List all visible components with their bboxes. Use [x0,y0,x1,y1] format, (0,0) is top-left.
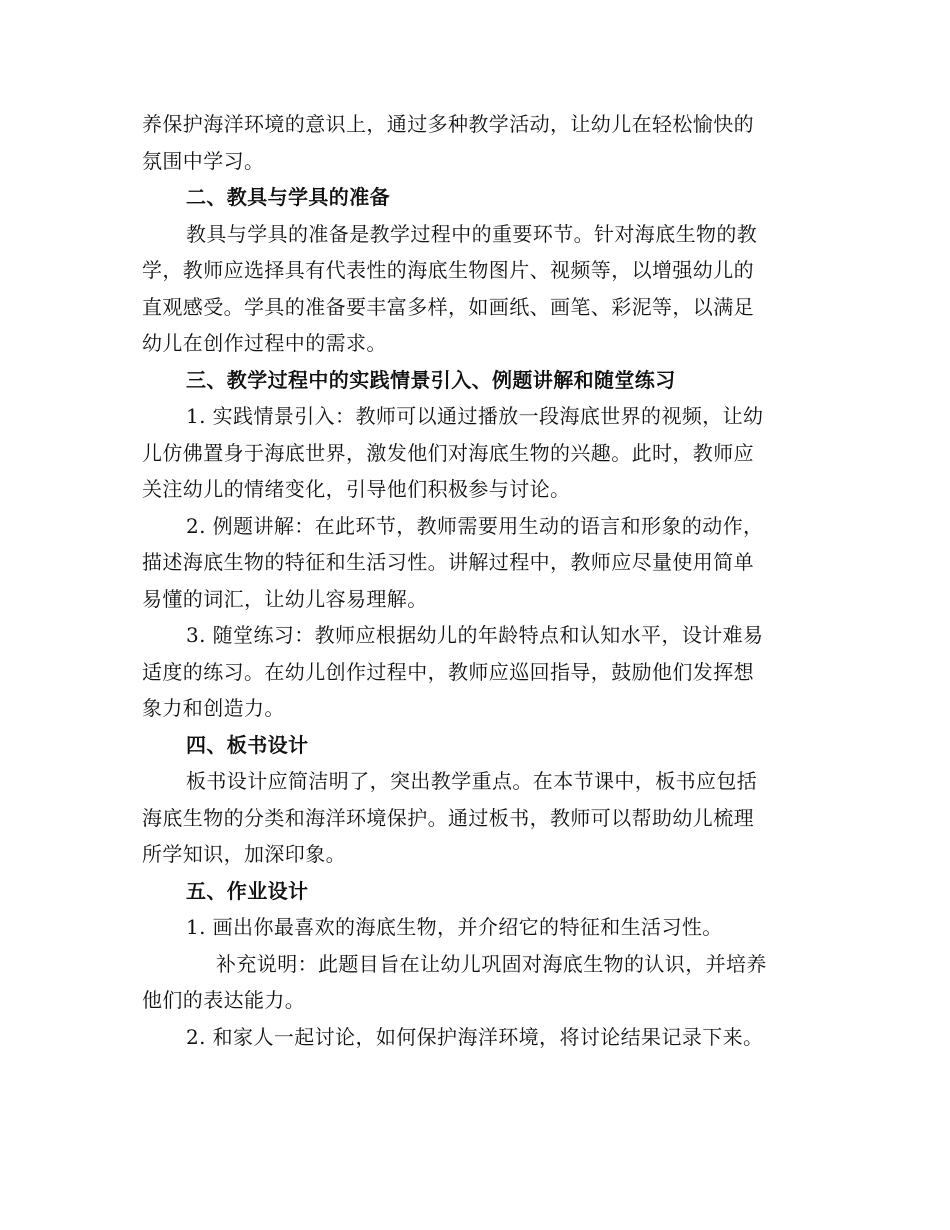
list-item-line: 1. 画出你最喜欢的海底生物，并介绍它的特征和生活习性。 [186,915,723,939]
section-heading-board-design: 四、板书设计 [186,732,309,757]
paragraph-line: 直观感受。学具的准备要丰富多样，如画纸、画笔、彩泥等，以满足 [142,294,754,319]
paragraph-line: 养保护海洋环境的意识上，通过多种教学活动，让幼儿在轻松愉快的 [142,112,754,136]
paragraph-line: 教具与学具的准备是教学过程中的重要环节。针对海底生物的教 [186,221,758,246]
paragraph-line: 他们的表达能力。 [142,988,306,1012]
paragraph-line: 海底生物的分类和海洋环境保护。通过板书，教师可以帮助幼儿梳理 [142,805,754,830]
paragraph-line: 描述海底生物的特征和生活习性。讲解过程中，教师应尽量使用简单 [142,550,754,574]
paragraph-line: 适度的练习。在幼儿创作过程中，教师应巡回指导，鼓励他们发挥想 [142,659,754,684]
section-heading-homework: 五、作业设计 [186,878,309,903]
list-item-line: 2. 例题讲解：在此环节，教师需要用生动的语言和形象的动作， [186,513,764,538]
paragraph-line: 氛围中学习。 [142,148,265,173]
document-page [142,106,806,1055]
note-line: 补充说明：此题目旨在让幼儿巩固对海底生物的认识，并培养 [216,951,767,976]
paragraph-line: 关注幼儿的情绪变化，引导他们积极参与讨论。 [142,477,571,501]
section-heading-teaching-aids: 二、教具与学具的准备 [186,185,390,209]
list-item-line: 3. 随堂练习：教师应根据幼儿的年龄特点和认知水平，设计难易 [186,623,764,647]
paragraph-line: 幼儿在创作过程中的需求。 [142,331,387,355]
list-item-line: 2. 和家人一起讨论，如何保护海洋环境，将讨论结果记录下来。 [186,1024,764,1049]
paragraph-line: 象力和创造力。 [142,696,285,720]
paragraph-line: 易懂的词汇，让幼儿容易理解。 [142,586,428,611]
list-item-line: 1. 实践情景引入：教师可以通过播放一段海底世界的视频，让幼 [186,404,764,428]
section-heading-teaching-process: 三、教学过程中的实践情景引入、例题讲解和随堂练习 [186,367,676,392]
paragraph-line: 儿仿佛置身于海底世界，激发他们对海底生物的兴趣。此时，教师应 [142,440,754,465]
paragraph-line: 所学知识，加深印象。 [142,842,346,866]
paragraph-line: 板书设计应简洁明了，突出教学重点。在本节课中，板书应包括 [186,769,758,793]
paragraph-line: 学，教师应选择具有代表性的海底生物图片、视频等，以增强幼儿的 [142,258,754,282]
